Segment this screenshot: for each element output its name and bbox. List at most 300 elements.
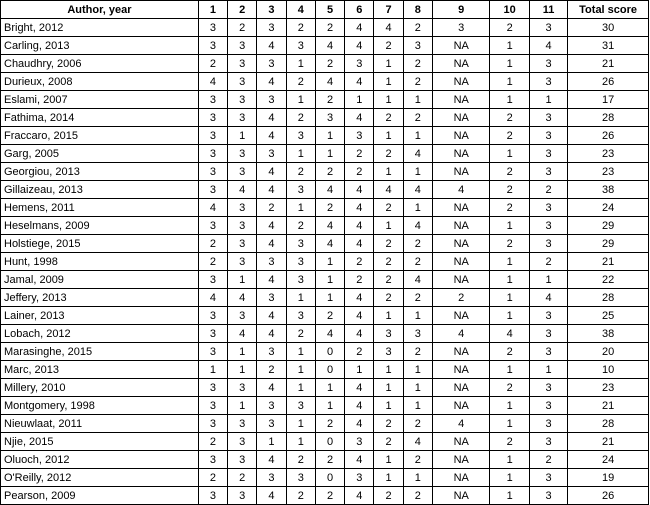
table-row: [1, 307, 649, 325]
item-score-cell: 2: [490, 433, 529, 451]
item-score-cell: 3: [315, 109, 344, 127]
item-score-cell: NA: [432, 379, 490, 397]
item-score-cell: 1: [490, 397, 529, 415]
table-row: [1, 451, 649, 469]
item-score-cell: 3: [198, 19, 227, 37]
item-score-cell: 2: [315, 487, 344, 505]
item-score-cell: 3: [198, 397, 227, 415]
item-score-cell: NA: [432, 271, 490, 289]
item-score-cell: 3: [198, 181, 227, 199]
item-score-cell: 1: [228, 127, 257, 145]
item-score-cell: 1: [490, 271, 529, 289]
total-score-cell: 29: [568, 217, 649, 235]
item-score-cell: 1: [315, 379, 344, 397]
item-score-cell: 3: [228, 91, 257, 109]
item-score-cell: 3: [345, 469, 374, 487]
author-year-cell: Holstiege, 2015: [1, 235, 199, 253]
item-score-cell: 0: [315, 433, 344, 451]
item-score-cell: 2: [315, 19, 344, 37]
item-score-cell: 3: [257, 397, 286, 415]
item-score-cell: 3: [198, 163, 227, 181]
total-score-cell: 17: [568, 91, 649, 109]
item-score-cell: 1: [403, 307, 432, 325]
author-year-cell: Chaudhry, 2006: [1, 55, 199, 73]
item-score-cell: 3: [198, 379, 227, 397]
item-score-cell: 4: [198, 199, 227, 217]
item-score-cell: 1: [529, 361, 567, 379]
item-score-cell: NA: [432, 37, 490, 55]
item-score-cell: 2: [403, 253, 432, 271]
item-score-cell: 3: [529, 199, 567, 217]
item-score-cell: 1: [490, 487, 529, 505]
item-score-cell: 2: [286, 451, 315, 469]
author-year-cell: Lobach, 2012: [1, 325, 199, 343]
table-row: [1, 235, 649, 253]
item-score-cell: 2: [198, 433, 227, 451]
item-score-cell: 2: [286, 217, 315, 235]
item-score-cell: 3: [286, 37, 315, 55]
item-score-cell: 1: [490, 55, 529, 73]
item-score-cell: 1: [374, 217, 403, 235]
item-score-cell: 1: [529, 271, 567, 289]
item-score-cell: 3: [228, 163, 257, 181]
item-score-cell: 3: [403, 325, 432, 343]
item-score-cell: NA: [432, 91, 490, 109]
item-score-cell: 3: [198, 109, 227, 127]
author-year-cell: Marasinghe, 2015: [1, 343, 199, 361]
item-score-cell: 2: [490, 163, 529, 181]
column-header-item: 1: [198, 1, 227, 19]
item-score-cell: 4: [257, 181, 286, 199]
item-score-cell: 3: [286, 181, 315, 199]
item-score-cell: 2: [286, 109, 315, 127]
item-score-cell: 2: [345, 253, 374, 271]
item-score-cell: 3: [257, 253, 286, 271]
item-score-cell: 3: [228, 73, 257, 91]
item-score-cell: 3: [228, 55, 257, 73]
item-score-cell: 2: [403, 19, 432, 37]
item-score-cell: 3: [345, 433, 374, 451]
total-score-cell: 28: [568, 289, 649, 307]
item-score-cell: 4: [345, 19, 374, 37]
item-score-cell: 1: [374, 361, 403, 379]
item-score-cell: 4: [228, 325, 257, 343]
item-score-cell: 4: [345, 451, 374, 469]
author-year-cell: Nieuwlaat, 2011: [1, 415, 199, 433]
item-score-cell: 2: [315, 307, 344, 325]
item-score-cell: 2: [374, 415, 403, 433]
item-score-cell: 3: [228, 415, 257, 433]
table-row: [1, 379, 649, 397]
item-score-cell: 4: [228, 181, 257, 199]
author-year-cell: Jeffery, 2013: [1, 289, 199, 307]
item-score-cell: 4: [257, 109, 286, 127]
item-score-cell: 2: [345, 271, 374, 289]
item-score-cell: 3: [198, 127, 227, 145]
item-score-cell: 2: [490, 379, 529, 397]
total-score-cell: 23: [568, 163, 649, 181]
item-score-cell: NA: [432, 73, 490, 91]
column-header-item: 6: [345, 1, 374, 19]
item-score-cell: 1: [403, 163, 432, 181]
item-score-cell: 4: [345, 181, 374, 199]
item-score-cell: 2: [198, 469, 227, 487]
item-score-cell: 4: [315, 325, 344, 343]
item-score-cell: 2: [490, 181, 529, 199]
item-score-cell: 2: [257, 199, 286, 217]
table-row: [1, 19, 649, 37]
item-score-cell: 1: [286, 379, 315, 397]
item-score-cell: 3: [529, 469, 567, 487]
total-score-cell: 21: [568, 253, 649, 271]
item-score-cell: 1: [374, 451, 403, 469]
item-score-cell: 3: [198, 307, 227, 325]
item-score-cell: 1: [403, 469, 432, 487]
item-score-cell: 1: [286, 145, 315, 163]
item-score-cell: NA: [432, 469, 490, 487]
item-score-cell: 2: [403, 109, 432, 127]
item-score-cell: 4: [345, 379, 374, 397]
item-score-cell: 3: [529, 217, 567, 235]
item-score-cell: 3: [286, 271, 315, 289]
item-score-cell: 1: [228, 361, 257, 379]
total-score-cell: 19: [568, 469, 649, 487]
item-score-cell: 3: [198, 415, 227, 433]
item-score-cell: 3: [529, 325, 567, 343]
item-score-cell: 3: [286, 253, 315, 271]
item-score-cell: 2: [228, 19, 257, 37]
item-score-cell: 4: [374, 19, 403, 37]
item-score-cell: 3: [228, 379, 257, 397]
item-score-cell: 3: [345, 55, 374, 73]
item-score-cell: 4: [345, 397, 374, 415]
item-score-cell: 1: [374, 73, 403, 91]
total-score-cell: 21: [568, 397, 649, 415]
total-score-cell: 25: [568, 307, 649, 325]
column-header-total-score: Total score: [568, 1, 649, 19]
item-score-cell: 2: [403, 289, 432, 307]
item-score-cell: 3: [257, 19, 286, 37]
item-score-cell: 3: [198, 145, 227, 163]
table-row: [1, 91, 649, 109]
item-score-cell: 4: [315, 37, 344, 55]
item-score-cell: 3: [228, 199, 257, 217]
item-score-cell: 1: [374, 379, 403, 397]
item-score-cell: 1: [403, 127, 432, 145]
item-score-cell: 4: [257, 73, 286, 91]
item-score-cell: 4: [374, 181, 403, 199]
table-row: [1, 55, 649, 73]
item-score-cell: 3: [257, 91, 286, 109]
item-score-cell: 2: [403, 55, 432, 73]
total-score-cell: 20: [568, 343, 649, 361]
item-score-cell: 3: [228, 307, 257, 325]
column-header-item: 3: [257, 1, 286, 19]
author-year-cell: Carling, 2013: [1, 37, 199, 55]
item-score-cell: 2: [315, 199, 344, 217]
item-score-cell: 2: [374, 433, 403, 451]
table-row: [1, 325, 649, 343]
table-row: [1, 217, 649, 235]
column-header-item: 11: [529, 1, 567, 19]
item-score-cell: 3: [257, 145, 286, 163]
item-score-cell: 1: [345, 361, 374, 379]
item-score-cell: 3: [228, 235, 257, 253]
item-score-cell: 4: [345, 415, 374, 433]
item-score-cell: 2: [490, 343, 529, 361]
item-score-cell: 4: [432, 325, 490, 343]
item-score-cell: 3: [529, 397, 567, 415]
item-score-cell: 3: [228, 451, 257, 469]
total-score-cell: 10: [568, 361, 649, 379]
total-score-cell: 38: [568, 325, 649, 343]
item-score-cell: 4: [315, 217, 344, 235]
item-score-cell: NA: [432, 397, 490, 415]
item-score-cell: 1: [403, 397, 432, 415]
item-score-cell: 3: [198, 451, 227, 469]
item-score-cell: 3: [228, 145, 257, 163]
item-score-cell: 3: [228, 109, 257, 127]
item-score-cell: 3: [198, 37, 227, 55]
table-body: [1, 19, 649, 505]
item-score-cell: 3: [286, 469, 315, 487]
item-score-cell: 1: [490, 145, 529, 163]
item-score-cell: 1: [315, 145, 344, 163]
item-score-cell: 2: [345, 343, 374, 361]
table-row: [1, 37, 649, 55]
item-score-cell: 1: [403, 379, 432, 397]
item-score-cell: 3: [257, 343, 286, 361]
column-header-item: 10: [490, 1, 529, 19]
table-row: [1, 487, 649, 505]
item-score-cell: 3: [403, 37, 432, 55]
item-score-cell: 3: [198, 271, 227, 289]
item-score-cell: 4: [432, 415, 490, 433]
item-score-cell: 4: [257, 37, 286, 55]
total-score-cell: 29: [568, 235, 649, 253]
item-score-cell: 1: [286, 91, 315, 109]
item-score-cell: 4: [257, 451, 286, 469]
author-year-cell: Jamal, 2009: [1, 271, 199, 289]
item-score-cell: 3: [529, 235, 567, 253]
total-score-cell: 24: [568, 199, 649, 217]
item-score-cell: 2: [529, 253, 567, 271]
item-score-cell: NA: [432, 199, 490, 217]
item-score-cell: 4: [257, 325, 286, 343]
total-score-cell: 30: [568, 19, 649, 37]
item-score-cell: 2: [403, 73, 432, 91]
item-score-cell: 1: [490, 451, 529, 469]
item-score-cell: 2: [315, 163, 344, 181]
item-score-cell: 3: [198, 91, 227, 109]
item-score-cell: 4: [257, 127, 286, 145]
item-score-cell: 4: [257, 271, 286, 289]
item-score-cell: 4: [198, 289, 227, 307]
total-score-cell: 24: [568, 451, 649, 469]
item-score-cell: 3: [374, 343, 403, 361]
item-score-cell: 2: [257, 361, 286, 379]
item-score-cell: 2: [490, 199, 529, 217]
item-score-cell: 3: [529, 343, 567, 361]
item-score-cell: 4: [345, 235, 374, 253]
item-score-cell: 1: [529, 91, 567, 109]
item-score-cell: 2: [403, 343, 432, 361]
total-score-cell: 26: [568, 127, 649, 145]
author-year-cell: Hemens, 2011: [1, 199, 199, 217]
item-score-cell: 4: [228, 289, 257, 307]
item-score-cell: NA: [432, 109, 490, 127]
item-score-cell: 4: [345, 487, 374, 505]
column-header-item: 8: [403, 1, 432, 19]
item-score-cell: 1: [286, 289, 315, 307]
item-score-cell: 1: [490, 217, 529, 235]
column-header-item: 9: [432, 1, 490, 19]
item-score-cell: 4: [257, 307, 286, 325]
item-score-cell: 1: [257, 433, 286, 451]
total-score-cell: 21: [568, 55, 649, 73]
item-score-cell: 3: [529, 487, 567, 505]
item-score-cell: 2: [315, 415, 344, 433]
item-score-cell: NA: [432, 487, 490, 505]
item-score-cell: 3: [432, 19, 490, 37]
table-row: [1, 361, 649, 379]
item-score-cell: 2: [374, 235, 403, 253]
item-score-cell: 2: [286, 163, 315, 181]
table-row: [1, 397, 649, 415]
item-score-cell: 3: [228, 487, 257, 505]
item-score-cell: 2: [374, 37, 403, 55]
item-score-cell: NA: [432, 433, 490, 451]
item-score-cell: 4: [403, 433, 432, 451]
table-row: [1, 109, 649, 127]
item-score-cell: 4: [403, 181, 432, 199]
item-score-cell: 1: [315, 289, 344, 307]
item-score-cell: 1: [286, 199, 315, 217]
item-score-cell: 2: [529, 181, 567, 199]
table-row: [1, 343, 649, 361]
item-score-cell: 3: [529, 19, 567, 37]
item-score-cell: 2: [374, 145, 403, 163]
item-score-cell: NA: [432, 307, 490, 325]
table-row: [1, 271, 649, 289]
item-score-cell: 1: [315, 127, 344, 145]
item-score-cell: 4: [529, 289, 567, 307]
item-score-cell: 2: [490, 127, 529, 145]
item-score-cell: 2: [198, 253, 227, 271]
column-header-item: 4: [286, 1, 315, 19]
item-score-cell: 3: [198, 487, 227, 505]
column-header-item: 5: [315, 1, 344, 19]
item-score-cell: NA: [432, 217, 490, 235]
item-score-cell: 1: [374, 469, 403, 487]
item-score-cell: 2: [374, 289, 403, 307]
item-score-cell: 4: [257, 487, 286, 505]
item-score-cell: 4: [257, 217, 286, 235]
item-score-cell: 2: [198, 55, 227, 73]
item-score-cell: 0: [315, 361, 344, 379]
item-score-cell: 4: [345, 307, 374, 325]
author-year-cell: Eslami, 2007: [1, 91, 199, 109]
author-year-cell: Montgomery, 1998: [1, 397, 199, 415]
item-score-cell: 3: [198, 343, 227, 361]
item-score-cell: 1: [315, 397, 344, 415]
total-score-cell: 21: [568, 433, 649, 451]
item-score-cell: 1: [403, 91, 432, 109]
item-score-cell: 3: [286, 127, 315, 145]
table-row: [1, 289, 649, 307]
table-row: [1, 181, 649, 199]
item-score-cell: 3: [257, 469, 286, 487]
item-score-cell: 3: [198, 217, 227, 235]
item-score-cell: 0: [315, 343, 344, 361]
item-score-cell: 2: [198, 235, 227, 253]
item-score-cell: 2: [315, 91, 344, 109]
item-score-cell: 1: [374, 55, 403, 73]
item-score-cell: NA: [432, 451, 490, 469]
item-score-cell: NA: [432, 343, 490, 361]
item-score-cell: 3: [529, 163, 567, 181]
item-score-cell: 2: [345, 145, 374, 163]
item-score-cell: NA: [432, 253, 490, 271]
item-score-cell: 1: [490, 253, 529, 271]
item-score-cell: NA: [432, 145, 490, 163]
author-year-cell: Pearson, 2009: [1, 487, 199, 505]
item-score-cell: 1: [228, 343, 257, 361]
item-score-cell: 2: [490, 19, 529, 37]
item-score-cell: 2: [529, 451, 567, 469]
item-score-cell: 3: [529, 109, 567, 127]
item-score-cell: 3: [374, 325, 403, 343]
item-score-cell: 2: [228, 469, 257, 487]
table-row: [1, 127, 649, 145]
item-score-cell: NA: [432, 55, 490, 73]
item-score-cell: 2: [403, 487, 432, 505]
item-score-cell: 1: [286, 55, 315, 73]
item-score-cell: 1: [228, 271, 257, 289]
item-score-cell: 3: [228, 433, 257, 451]
item-score-cell: 4: [257, 235, 286, 253]
item-score-cell: 1: [403, 361, 432, 379]
item-score-cell: 1: [228, 397, 257, 415]
item-score-cell: 1: [374, 307, 403, 325]
item-score-cell: 1: [490, 361, 529, 379]
item-score-cell: 1: [286, 361, 315, 379]
total-score-cell: 31: [568, 37, 649, 55]
item-score-cell: 1: [490, 307, 529, 325]
item-score-cell: 4: [345, 109, 374, 127]
item-score-cell: 4: [315, 73, 344, 91]
item-score-cell: NA: [432, 361, 490, 379]
item-score-cell: 4: [257, 379, 286, 397]
column-header-item: 7: [374, 1, 403, 19]
item-score-cell: 1: [490, 37, 529, 55]
total-score-cell: 23: [568, 145, 649, 163]
item-score-cell: 1: [286, 415, 315, 433]
item-score-cell: 2: [374, 199, 403, 217]
item-score-cell: 3: [529, 127, 567, 145]
item-score-cell: NA: [432, 163, 490, 181]
item-score-cell: 4: [432, 181, 490, 199]
item-score-cell: 4: [345, 199, 374, 217]
item-score-cell: 3: [228, 37, 257, 55]
total-score-cell: 22: [568, 271, 649, 289]
total-score-cell: 38: [568, 181, 649, 199]
item-score-cell: 1: [403, 199, 432, 217]
total-score-cell: 23: [568, 379, 649, 397]
item-score-cell: 4: [198, 73, 227, 91]
item-score-cell: 3: [286, 307, 315, 325]
item-score-cell: 0: [315, 469, 344, 487]
